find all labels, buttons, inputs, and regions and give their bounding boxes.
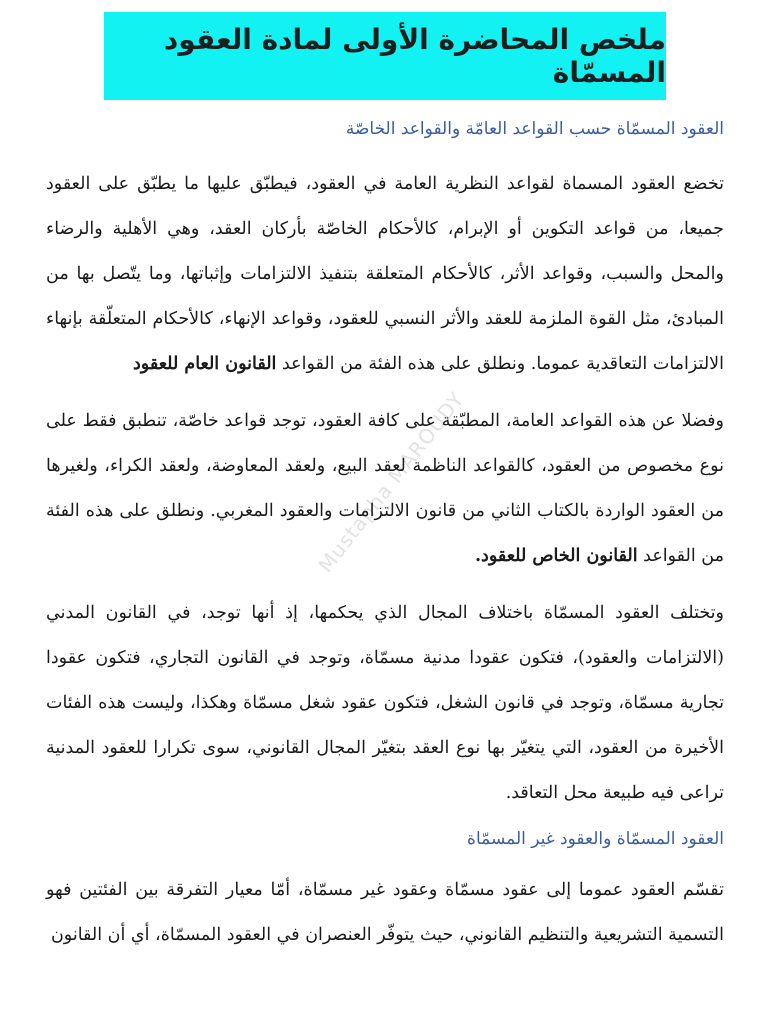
section-heading: العقود المسمّاة حسب القواعد العامّة والقواعد الخاصّة [345, 119, 724, 139]
document-body [46, 118, 724, 970]
paragraph-text: تقسّم العقود عموما إلى عقود مسمّاة وعقود غير مسمّاة، أمّا معيار التفرقة بين الفئتين فهو التسمية التشريعية والتنظيم القانوني، حيث يتوفّر العنصران في العقود المسمّاة، أي أن القانون [46, 879, 724, 945]
paragraph [46, 868, 724, 958]
title-banner [104, 12, 666, 100]
page-title: ملخص المحاضرة الأولى لمادة العقود المسمّاة [163, 23, 666, 89]
paragraph [46, 162, 724, 387]
section-heading: العقود المسمّاة والعقود غير المسمّاة [467, 828, 724, 849]
watermark: Mustapha MAROUDY [313, 387, 469, 577]
paragraph-text: تخضع العقود المسماة لقواعد النظرية العامة في العقود، فيطبّق عليها ما يطبّق على العقود جميعا، من قواعد التكوين أو الإبرام، كالأحكام الخاصّة بأركان العقد، وهي الأهلية والرضاء والمحل والسبب، وقواعد الأثر، كالأحكام المتعلقة بتنفيذ الالتزامات وإثباتها، وما يتّصل بها من المبادئ، مثل القوة الملزمة للعقد والأثر النسبي للعقود، وقواعد الإنهاء، كالأحكام المتعلّقة بإنهاء الالتزامات التعاقدية عموما. ونطلق على هذه الفئة من القواعد [46, 173, 724, 374]
paragraph-bold-term: القانون الخاص للعقود. [474, 545, 638, 566]
paragraph-text: وتختلف العقود المسمّاة باختلاف المجال الذي يحكمها، إذ أنها توجد، في القانون المدني (الالتزامات والعقود)، فتكون عقودا مدنية مسمّاة، وتوجد في القانون التجاري، فتكون عقودا تجارية مسمّاة، وتوجد في قانون الشغل، فتكون عقود شغل مسمّاة وهكذا، وليست هذه الفئات الأخيرة من العقود، التي يتغيّر بها نوع العقد بتغيّر المجال القانوني، سوى تكرارا للعقود المدنية تراعى فيه طبيعة محل التعاقد. [46, 602, 724, 803]
paragraph-bold-term: القانون العام للعقود [133, 353, 277, 374]
paragraph [46, 399, 724, 579]
paragraph-text: وفضلا عن هذه القواعد العامة، المطبّقة على كافة العقود، توجد قواعد خاصّة، تنطبق فقط على نوع مخصوص من العقود، كالقواعد الناظمة لعقد البيع، ولعقد المعاوضة، ولعقد الكراء، ولغيرها من العقود الواردة بالكتاب الثاني من قانون الالتزامات والعقود المغربي. ونطلق على هذه الفئة من القواعد [46, 410, 724, 566]
paragraph [46, 591, 724, 816]
